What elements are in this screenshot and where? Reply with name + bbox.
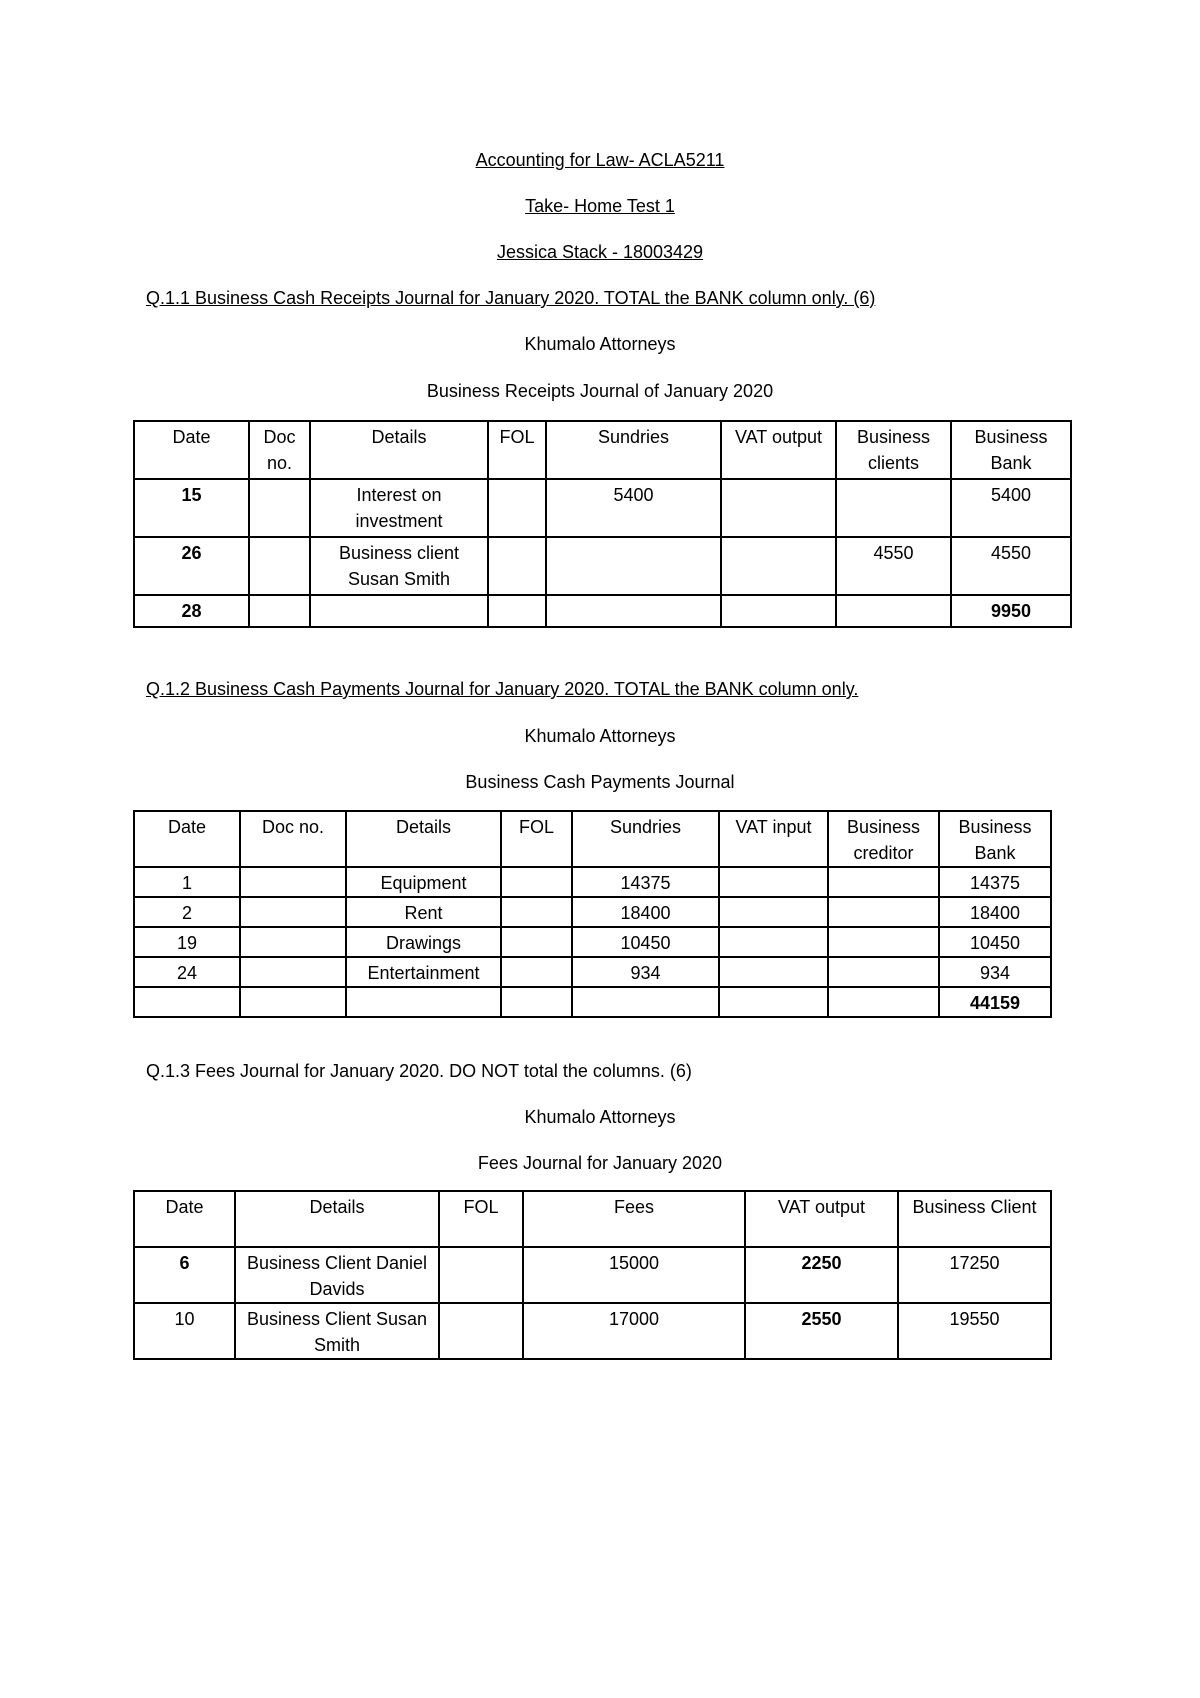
- table-cell: 2250: [745, 1247, 898, 1303]
- column-header: VAT input: [719, 811, 828, 867]
- table-cell: Drawings: [346, 927, 501, 957]
- table-cell: [501, 957, 572, 987]
- table-cell: 1: [134, 867, 240, 897]
- header-row: [134, 811, 1051, 867]
- table-cell: 28: [134, 595, 249, 627]
- table-cell: 934: [572, 957, 719, 987]
- column-header: FOL: [501, 811, 572, 867]
- table-cell: 2550: [745, 1303, 898, 1359]
- column-header: Sundries: [546, 421, 721, 479]
- q2-firm: Khumalo Attorneys: [524, 726, 676, 746]
- table-cell: 2: [134, 897, 240, 927]
- fees-journal-table: [133, 1190, 1052, 1360]
- table-cell: [439, 1303, 523, 1359]
- table-cell: [546, 537, 721, 595]
- q2-question: Q.1.2 Business Cash Payments Journal for January 2020. TOTAL the BANK column only.: [146, 679, 859, 699]
- table-row: [134, 1247, 1051, 1303]
- table-cell: [240, 987, 346, 1017]
- table-row: [134, 927, 1051, 957]
- table-cell: Equipment: [346, 867, 501, 897]
- table-cell: [249, 537, 310, 595]
- table-cell: 10: [134, 1303, 235, 1359]
- column-header: Business creditor: [828, 811, 939, 867]
- table-cell: [828, 987, 939, 1017]
- table-cell: 6: [134, 1247, 235, 1303]
- column-header: Sundries: [572, 811, 719, 867]
- column-header: Date: [134, 1191, 235, 1247]
- table-cell: Business client Susan Smith: [310, 537, 488, 595]
- table-cell: [346, 987, 501, 1017]
- table-cell: Rent: [346, 897, 501, 927]
- q1-title: Business Receipts Journal of January 2020: [426, 381, 774, 401]
- table-cell: Interest on investment: [310, 479, 488, 537]
- q2-title: Business Cash Payments Journal: [465, 772, 735, 792]
- column-header: Fees: [523, 1191, 745, 1247]
- table-cell: [240, 867, 346, 897]
- table-cell: [501, 927, 572, 957]
- table-cell: 15000: [523, 1247, 745, 1303]
- q3-title: Fees Journal for January 2020: [477, 1153, 723, 1173]
- table-cell: [721, 479, 836, 537]
- table-cell: 4550: [951, 537, 1071, 595]
- table-cell: 19: [134, 927, 240, 957]
- column-header: Details: [310, 421, 488, 479]
- table-row: [134, 479, 1071, 537]
- fees-journal-body: [134, 1191, 1051, 1359]
- table-cell: [134, 987, 240, 1017]
- table-cell: Entertainment: [346, 957, 501, 987]
- table-cell: [546, 595, 721, 627]
- column-header: Business clients: [836, 421, 951, 479]
- table-row: [134, 595, 1071, 627]
- column-header: Business Bank: [939, 811, 1051, 867]
- table-cell: 44159: [939, 987, 1051, 1017]
- table-cell: [719, 897, 828, 927]
- table-cell: [240, 927, 346, 957]
- column-header: FOL: [439, 1191, 523, 1247]
- table-cell: [501, 867, 572, 897]
- table-cell: Business Client Daniel Davids: [235, 1247, 439, 1303]
- table-row: [134, 867, 1051, 897]
- table-cell: [828, 927, 939, 957]
- payments-journal-table: [133, 810, 1052, 1018]
- column-header: Details: [235, 1191, 439, 1247]
- table-cell: 17250: [898, 1247, 1051, 1303]
- table-cell: [719, 867, 828, 897]
- column-header: VAT output: [721, 421, 836, 479]
- q1-firm: Khumalo Attorneys: [524, 334, 676, 354]
- table-cell: 14375: [572, 867, 719, 897]
- table-cell: [240, 957, 346, 987]
- table-cell: [719, 987, 828, 1017]
- table-cell: [828, 897, 939, 927]
- column-header: Business Client: [898, 1191, 1051, 1247]
- column-header: Details: [346, 811, 501, 867]
- table-cell: 5400: [546, 479, 721, 537]
- receipts-journal-table: [133, 420, 1072, 628]
- table-row: [134, 957, 1051, 987]
- course-title: Accounting for Law- ACLA5211: [475, 150, 725, 170]
- table-cell: 18400: [572, 897, 719, 927]
- table-cell: [501, 987, 572, 1017]
- column-header: VAT output: [745, 1191, 898, 1247]
- table-cell: 19550: [898, 1303, 1051, 1359]
- table-cell: 934: [939, 957, 1051, 987]
- table-cell: [249, 479, 310, 537]
- table-cell: 18400: [939, 897, 1051, 927]
- table-cell: [572, 987, 719, 1017]
- table-row: [134, 897, 1051, 927]
- table-cell: Business Client Susan Smith: [235, 1303, 439, 1359]
- table-cell: 24: [134, 957, 240, 987]
- table-cell: [721, 595, 836, 627]
- table-cell: [828, 867, 939, 897]
- q3-question: Q.1.3 Fees Journal for January 2020. DO NOT total the columns. (6): [146, 1061, 692, 1081]
- student-name: Jessica Stack - 18003429: [496, 242, 704, 262]
- column-header: Doc no.: [249, 421, 310, 479]
- table-cell: 17000: [523, 1303, 745, 1359]
- table-cell: [310, 595, 488, 627]
- column-header: FOL: [488, 421, 546, 479]
- table-cell: [828, 957, 939, 987]
- table-cell: [249, 595, 310, 627]
- table-cell: [836, 479, 951, 537]
- table-cell: 26: [134, 537, 249, 595]
- q3-firm: Khumalo Attorneys: [524, 1107, 676, 1127]
- table-cell: [719, 927, 828, 957]
- table-cell: 14375: [939, 867, 1051, 897]
- table-row: [134, 1303, 1051, 1359]
- table-cell: [488, 595, 546, 627]
- q1-question: Q.1.1 Business Cash Receipts Journal for January 2020. TOTAL the BANK column only. (6): [146, 288, 876, 308]
- header-row: [134, 1191, 1051, 1247]
- table-row: [134, 987, 1051, 1017]
- table-cell: [240, 897, 346, 927]
- column-header: Date: [134, 811, 240, 867]
- table-cell: 4550: [836, 537, 951, 595]
- table-row: [134, 537, 1071, 595]
- header-row: [134, 421, 1071, 479]
- table-cell: 5400: [951, 479, 1071, 537]
- receipts-journal-body: [134, 421, 1071, 627]
- test-title: Take- Home Test 1: [525, 196, 675, 216]
- table-cell: [719, 957, 828, 987]
- payments-journal-body: [134, 811, 1051, 1017]
- table-cell: 15: [134, 479, 249, 537]
- table-cell: [439, 1247, 523, 1303]
- table-cell: 10450: [572, 927, 719, 957]
- table-cell: [501, 897, 572, 927]
- table-cell: [721, 537, 836, 595]
- table-cell: [488, 537, 546, 595]
- column-header: Business Bank: [951, 421, 1071, 479]
- table-cell: [488, 479, 546, 537]
- column-header: Date: [134, 421, 249, 479]
- table-cell: [836, 595, 951, 627]
- column-header: Doc no.: [240, 811, 346, 867]
- table-cell: 10450: [939, 927, 1051, 957]
- table-cell: 9950: [951, 595, 1071, 627]
